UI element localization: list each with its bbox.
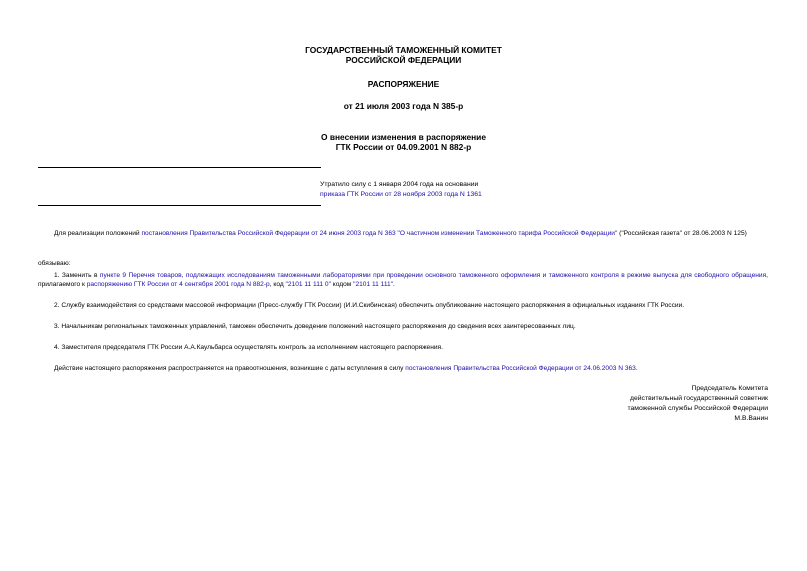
effect-end: . bbox=[635, 365, 638, 372]
signature-title: Председатель Комитета bbox=[691, 385, 768, 392]
obliges-text: обязываю: bbox=[38, 260, 71, 267]
item1-list-link[interactable]: пункте 9 Перечня товаров, подлежащих исследованиям таможенными лабораториями при проведении основного таможенного оформления и таможенного контроля в режиме выпуска для свободного обращения bbox=[99, 272, 767, 279]
org-name-line2: РОССИЙСКОЙ ФЕДЕРАЦИИ bbox=[345, 55, 462, 65]
effect-decree-link[interactable]: постановления Правительства Российской Федерации от 24.06.2003 N 363 bbox=[405, 365, 636, 372]
subject-line1: О внесении изменения в распоряжение bbox=[320, 132, 486, 142]
item1-mid-text: , прилагаемого к bbox=[38, 272, 768, 289]
subject-line2: ГТК России от 04.09.2001 N 882-р bbox=[335, 142, 472, 152]
signature-name: М.В.Ванин bbox=[734, 415, 768, 422]
effect-paragraph bbox=[38, 364, 768, 373]
intro-decree-link[interactable]: постановления Правительства Российской Федерации от 24 июня 2003 года N 363 "О частичном изменении Таможенного тарифа Российской Федерации" bbox=[141, 230, 618, 237]
item-2: 2. Службу взаимодействия со средствами массовой информации (Пресс-службу ГТК России) (И.И.Скибинская) обеспечить опубликование настоящего распоряжения в официальных изданиях ГТК России. bbox=[54, 302, 685, 309]
effect-text: Действие настоящего распоряжения распространяется на правоотношения, возникшие с даты вступления в силу bbox=[54, 365, 406, 372]
signature-service: таможенной службы Российской Федерации bbox=[627, 405, 768, 412]
top-divider bbox=[38, 167, 321, 168]
signature-rank: действительный государственный советник bbox=[630, 395, 768, 402]
item1-code-new[interactable]: "2101 11 111" bbox=[353, 281, 394, 289]
bottom-divider bbox=[38, 205, 321, 206]
item1-code-mid: кодом bbox=[330, 281, 354, 289]
intro-paragraph bbox=[38, 229, 768, 238]
item1-order-link[interactable]: распоряжению ГТК России от 4 сентября 2001 года N 882-р bbox=[86, 281, 270, 289]
item1-code-pre: , код bbox=[269, 281, 286, 289]
status-note-text: Утратило силу с 1 января 2004 года на основании bbox=[320, 181, 479, 188]
item1-text: 1. Заменить в bbox=[54, 272, 100, 279]
document-date: от 21 июля 2003 года N 385-р bbox=[343, 101, 464, 111]
org-name-line1: ГОСУДАРСТВЕННЫЙ ТАМОЖЕННЫЙ КОМИТЕТ bbox=[305, 45, 502, 55]
item-1 bbox=[38, 271, 768, 290]
status-note-link[interactable]: приказа ГТК России от 28 ноября 2003 года N 1361 bbox=[320, 191, 482, 198]
intro-source: ("Российская газета" от 28.06.2003 N 125) bbox=[617, 230, 747, 237]
item1-code-old[interactable]: "2101 11 111 0" bbox=[285, 281, 331, 289]
document-type: РАСПОРЯЖЕНИЕ bbox=[367, 79, 440, 89]
item1-end: . bbox=[393, 281, 395, 289]
item-3: 3. Начальникам региональных таможенных управлений, таможен обеспечить доведение положений настоящего распоряжения до сведения всех заинтересованных лиц. bbox=[54, 323, 576, 330]
intro-text: Для реализации положений bbox=[54, 230, 142, 237]
item-4: 4. Заместителя председателя ГТК России А.А.Каульбарса осуществлять контроль за исполнением настоящего распоряжения. bbox=[54, 344, 443, 351]
